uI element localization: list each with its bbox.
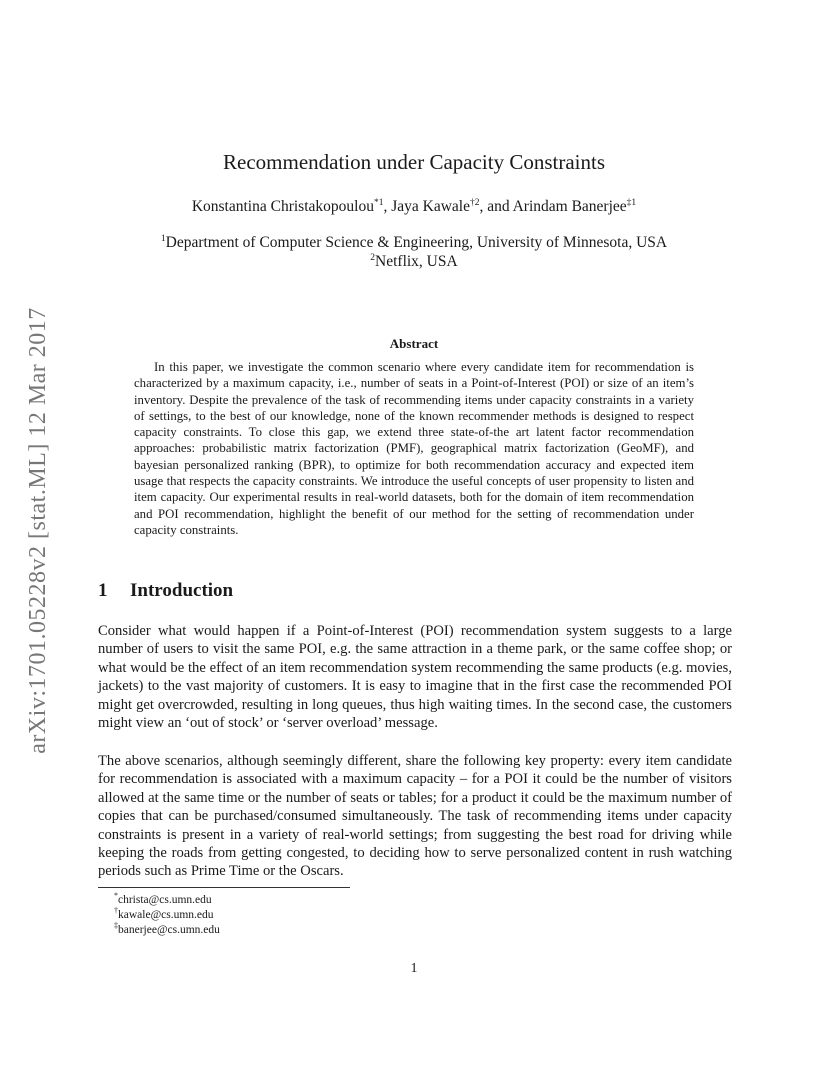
arxiv-stamp-text: arXiv:1701.05228v2 [stat.ML] 12 Mar 2017 (24, 306, 51, 754)
author-marks: *1 (373, 197, 384, 208)
paper-title: Recommendation under Capacity Constraints (223, 150, 605, 174)
abstract-text: In this paper, we investigate the common scenario where every candidate item for recommendation is characterized by a maximum capacity, i.e., number of seats in a Point-of-Interest (POI) or size of an item’s inventory. Despite the prevalence of the task of recommending items under capacity constraints in a variety of settings, to the best of our knowledge, none of the known recommender methods is designed to respect capacity constraints. To close this gap, we extend three state-of-the art latent factor recommendation approaches: probabilistic matrix factorization (PMF), geographical matrix factorization (GeoMF), and bayesian personalized ranking (BPR), to optimize for both recommendation accuracy and expected item usage that respects the capacity constraints. We introduce the useful concepts of user propensity to listen and item capacity. Our experimental results in real-world datasets, both for the domain of item recommendation and POI recommendation, highlight the benefit of our method for the setting of recommendation under capacity constraints. (134, 360, 694, 537)
footnote (114, 893, 220, 908)
author-separator: , and (479, 198, 513, 215)
footnote (114, 923, 220, 938)
affiliation-text: Department of Computer Science & Engineering, University of Minnesota, USA (165, 234, 668, 251)
abstract-heading: Abstract (389, 336, 439, 351)
footnote-email: kawale@cs.umn.edu (118, 909, 214, 921)
affiliation (0, 233, 828, 252)
section-title: Introduction (130, 580, 234, 601)
footnote-mark: ‡ (114, 921, 118, 931)
section-heading (98, 580, 233, 602)
author-name: Arindam Banerjee (512, 198, 627, 215)
affiliation (0, 252, 828, 271)
author-marks: ‡1 (626, 197, 637, 208)
affiliation-mark: 1 (160, 233, 166, 244)
footnote-email: banerjee@cs.umn.edu (118, 924, 220, 936)
author-name: Jaya Kawale (391, 198, 470, 215)
affiliation-list (0, 233, 828, 271)
footnote-mark: † (114, 906, 118, 916)
body-paragraph: The above scenarios, although seemingly different, share the following key property: every item candidate for recommendation is associated with a maximum capacity – for a POI it could be the number of visitors allowed at the same time or the number of seats or tables; for a product it could be the maximum number of copies that can be purchased/consumed simultaneously. The task of recommending items under capacity constraints is present in a variety of real-world settings; from suggesting the best road for driving while keeping the roads from getting congested, to deciding how to serve personalized content in rush watching periods such as Prime Time or the Oscars. (98, 753, 732, 880)
footnote (114, 908, 220, 923)
author-name: Konstantina Christakopoulou (191, 198, 374, 215)
affiliation-mark: 2 (370, 252, 376, 263)
body-paragraph: Consider what would happen if a Point-of-Interest (POI) recommendation system suggests to a large number of users to visit the same POI, e.g. the same attraction in a theme park, or the same coffee shop; or what would be the effect of an item recommendation system recommending the same products (e.g. movies, jackets) to the vast majority of customers. It is easy to imagine that in the first case the recommended POI might get overcrowded, resulting in long queues, thus high waiting times. In the second case, the customers might view an ‘out of stock’ or ‘server overload’ message. (98, 623, 732, 732)
section-number: 1 (98, 580, 108, 601)
page-number: 1 (410, 961, 418, 976)
author-marks: †2 (469, 197, 480, 208)
author-separator: , (383, 198, 392, 215)
author-list (0, 198, 828, 216)
footnote-email: christa@cs.umn.edu (118, 894, 212, 906)
arxiv-stamp (18, 280, 58, 780)
affiliation-text: Netflix, USA (375, 253, 458, 270)
footnote-mark: * (114, 891, 118, 901)
footnote-rule (98, 887, 350, 888)
footnote-list (114, 893, 220, 938)
